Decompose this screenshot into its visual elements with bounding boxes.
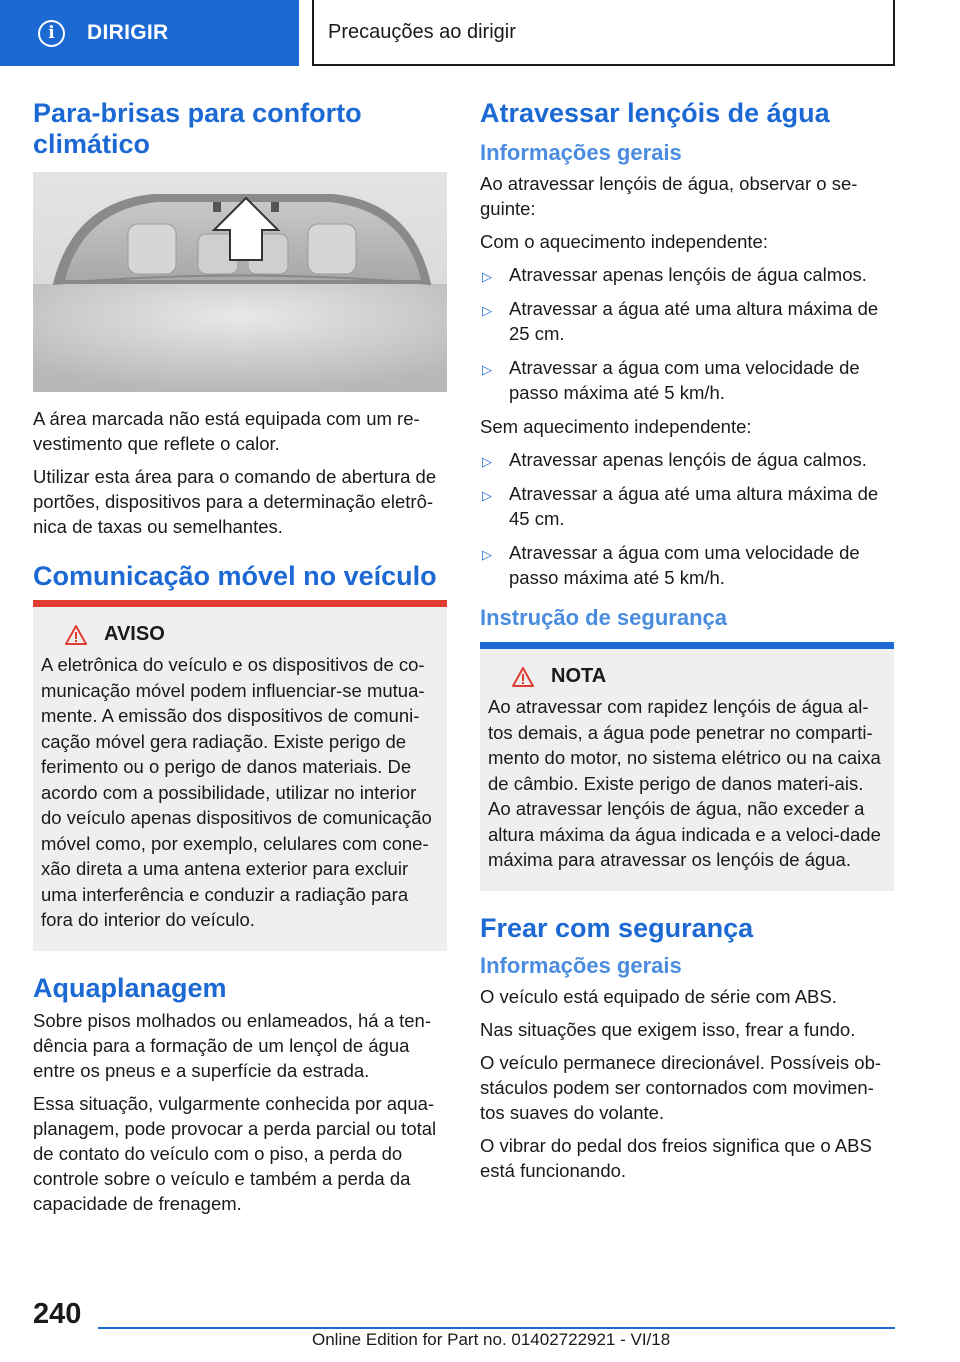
subheading-instrucao: Instrução de segurança <box>480 605 727 630</box>
heading-aquaplanagem: Aquaplanagem <box>33 972 227 1003</box>
chapter-tab[interactable] <box>0 0 299 66</box>
windshield-illustration <box>33 172 447 392</box>
list-item: ▷ Atravessar apenas lençóis de água calmos. <box>480 447 894 472</box>
heading-comunicacao: Comunicação móvel no veículo <box>33 561 437 591</box>
notice-text: Ao atravessar com rapidez lençóis de água al-tos demais, a água pode penetrar no comparti-mento do motor, no sistema elétrico ou na caixa de câmbio. Existe perigo de danos materi-ais. Ao atravessar lençóis de água, não exceder a altura máxima da água indicada e a veloci-dade máxima para atravessar os lençóis de água. <box>488 696 881 870</box>
bullet-triangle-icon: ▷ <box>482 303 492 318</box>
list-item: ▷ Atravessar a água até uma altura máxima de 25 cm. <box>482 298 879 344</box>
warning-triangle-icon <box>511 666 535 688</box>
warning-bar <box>33 600 447 607</box>
bullet-triangle-icon: ▷ <box>482 488 492 503</box>
section-title: Precauções ao dirigir <box>312 0 895 66</box>
heading-parabrisas: Para-brisas para conforto climático <box>33 98 362 159</box>
warning-title-row <box>41 623 439 646</box>
bullet-triangle-icon: ▷ <box>482 547 492 562</box>
subheading-info-gerais-1: Informações gerais <box>480 140 682 165</box>
list-sem-aquecimento <box>480 447 894 590</box>
paragraph-frear-2: Nas situações que exigem isso, frear a fundo. <box>480 1018 856 1040</box>
paragraph-parabrisas-1: A área marcada não está equipada com um re-vestimento que reflete o calor. <box>33 408 420 454</box>
heading-atravessar: Atravessar lençóis de água <box>480 98 830 128</box>
paragraph-aqua-1: Sobre pisos molhados ou enlameados, há a ten-dência para a formação de um lençol de água entre os pneus e a superfície da estrada. <box>33 1009 432 1081</box>
paragraph-sem-aquecimento: Sem aquecimento independente: <box>480 416 752 437</box>
bullet-triangle-icon: ▷ <box>482 454 492 469</box>
windshield-photo <box>33 172 447 392</box>
page-number: 240 <box>33 1298 82 1330</box>
list-item: ▷ Atravessar a água com uma velocidade de passo máxima até 5 km/h. <box>482 357 860 403</box>
warning-triangle-icon <box>64 624 88 646</box>
right-column <box>480 98 894 1191</box>
heading-frear: Frear com segurança <box>480 912 754 943</box>
paragraph-aqua-2: Essa situação, vulgarmente conhecida por aqua-planagem, pode provocar a perda parcial ou total de contato do veículo com o piso, a perda do controle sobre o veículo e também a perda da capacidade de frenagem. <box>33 1092 437 1214</box>
notice-bar <box>480 642 894 649</box>
warning-title: AVISO <box>104 623 165 645</box>
list-com-aquecimento <box>480 262 894 405</box>
notice-box-nota <box>480 642 894 891</box>
paragraph-frear-1: O veículo está equipado de série com ABS. <box>480 985 837 1007</box>
paragraph-parabrisas-2: Utilizar esta área para o comando de abertura de portões, dispositivos para a determinação eletrô-nica de taxas ou semelhantes. <box>33 466 437 537</box>
info-icon: i <box>38 20 65 47</box>
list-item: ▷ Atravessar a água até uma altura máxima de 45 cm. <box>482 483 879 529</box>
notice-title: NOTA <box>551 665 607 687</box>
left-column <box>33 98 447 1224</box>
page-header <box>0 0 960 66</box>
footer-edition: Online Edition for Part no. 01402722921 - VI/18 <box>312 1330 671 1349</box>
paragraph-atravessar-1: Ao atravessar lençóis de água, observar o se-guinte: <box>480 173 858 219</box>
notice-title-row <box>488 665 886 688</box>
bullet-triangle-icon: ▷ <box>482 362 492 377</box>
bullet-triangle-icon: ▷ <box>482 269 492 284</box>
warning-text: A eletrônica do veículo e os dispositivos de co-municação móvel podem influenciar-se mutua-mente. A emissão dos dispositivos de comuni-cação móvel gera radiação. Existe perigo de ferimento ou o perigo de danos materiais. De acordo com a possibilidade, utilizar no interior do veículo apenas dispositivos de comunicação móvel como, por exemplo, celulares com cone-xão direta a uma antena exterior para excluir uma interferência e conduzir a radiação para fora do interior do veículo. <box>41 654 432 930</box>
paragraph-frear-4: O vibrar do pedal dos freios significa que o ABS está funcionando. <box>480 1134 872 1181</box>
list-item: ▷ Atravessar a água com uma velocidade de passo máxima até 5 km/h. <box>482 542 860 588</box>
list-item: ▷ Atravessar apenas lençóis de água calmos. <box>480 262 894 287</box>
chapter-tab-label: DIRIGIR <box>87 21 169 44</box>
footer-divider <box>98 1327 895 1329</box>
subheading-info-gerais-2: Informações gerais <box>480 952 682 978</box>
warning-box-aviso <box>33 600 447 951</box>
paragraph-com-aquecimento: Com o aquecimento independente: <box>480 231 768 252</box>
paragraph-frear-3: O veículo permanece direcionável. Possíveis ob-stáculos podem ser contornados com movimen-tos suaves do volante. <box>480 1051 882 1123</box>
